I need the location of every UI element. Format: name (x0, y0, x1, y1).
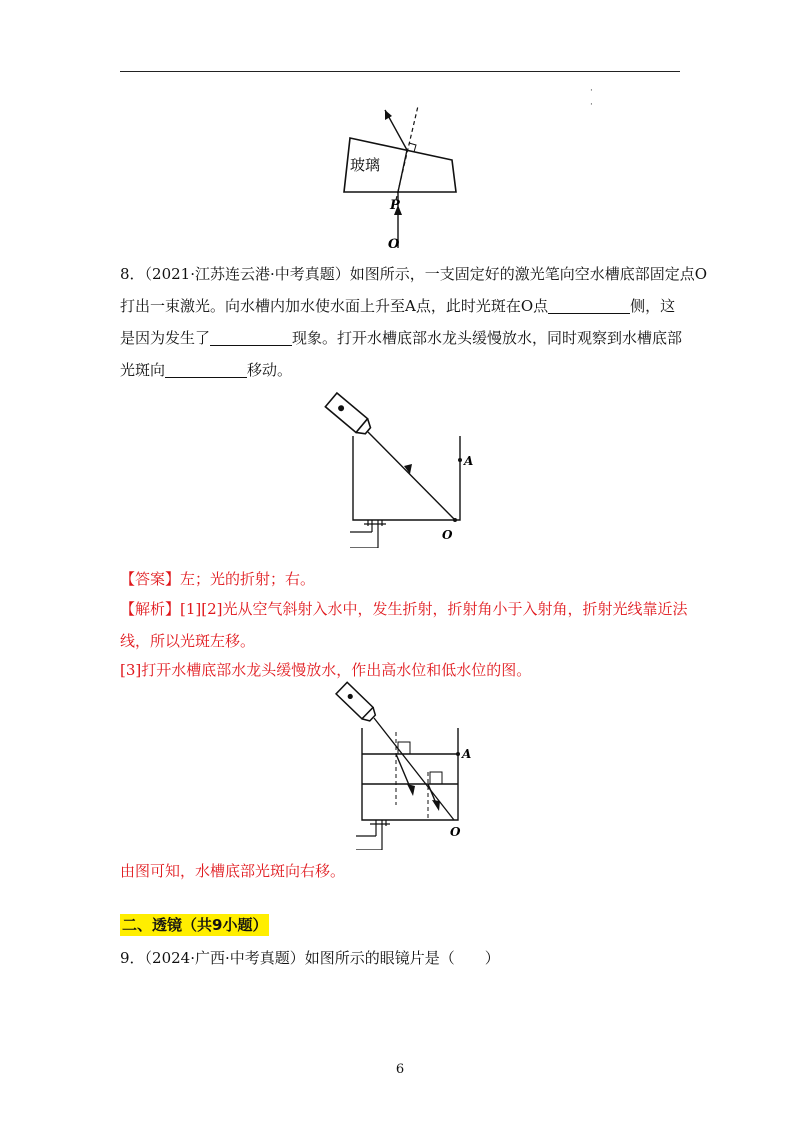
point-p-label: P (390, 198, 400, 213)
point-o-label: O (442, 528, 453, 542)
header-rule (120, 71, 680, 72)
point-o-label: O (388, 237, 400, 252)
question-8-line-4: 光斑向 移动。 (120, 361, 293, 379)
page-number: 6 (395, 1062, 405, 1077)
section-heading: 二、透镜（共9小题） (122, 916, 268, 934)
answer-line: 【答案】左；光的折射；右。 (120, 570, 316, 588)
blank-2[interactable] (210, 327, 292, 346)
water-level-figure (330, 680, 490, 850)
blank-3[interactable] (165, 359, 247, 378)
question-8-line-2: 打出一束激光。向水槽内加水使水面上升至A点，此时光斑在O点 侧，这 (120, 297, 676, 315)
point-a-label: A (462, 747, 472, 761)
analysis-line-1: 【解析】[1][2]光从空气斜射入水中，发生折射，折射角小于入射角，折射光线靠近法 (120, 600, 688, 618)
question-8-line-1: 8．（2021·江苏连云港·中考真题）如图所示，一支固定好的激光笔向空水槽底部固定点O (120, 265, 708, 283)
blank-1[interactable] (548, 295, 630, 314)
question-9: 9．（2024·广西·中考真题）如图所示的眼镜片是（ ） (120, 949, 500, 967)
point-o-label: O (450, 825, 461, 839)
question-8-line-3: 是因为发生了 现象。打开水槽底部水龙头缓慢放水，同时观察到水槽底部 (120, 329, 683, 347)
glass-label: 玻璃 (350, 156, 381, 174)
analysis-conclusion: 由图可知，水槽底部光斑向右移。 (120, 862, 346, 880)
analysis-line-2: 线，所以光斑左移。 (120, 632, 256, 650)
analysis-line-3: [3]打开水槽底部水龙头缓慢放水，作出高水位和低水位的图。 (120, 661, 532, 679)
laser-tank-figure (320, 386, 490, 548)
point-a-label: A (464, 454, 474, 468)
header-marks: · · (590, 86, 593, 110)
glass-refraction-figure (330, 100, 470, 255)
